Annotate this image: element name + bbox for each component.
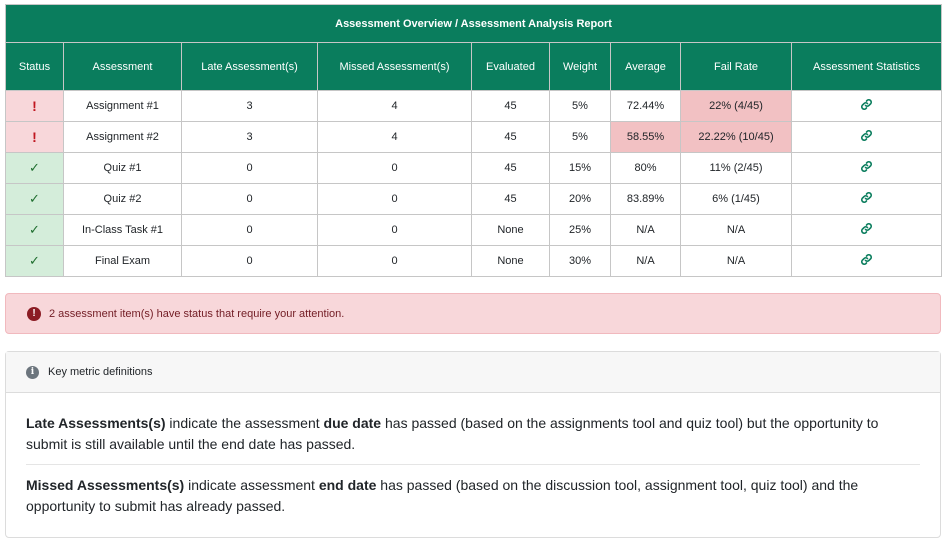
weight-value: 5% [550,91,611,122]
column-header-evaluated: Evaluated [472,43,550,91]
table-row [6,91,942,122]
link-icon[interactable] [860,222,873,235]
weight-value: 25% [550,215,611,246]
exclamation-icon: ! [6,122,64,153]
definition-text: indicate assessment [184,477,319,493]
statistics-cell [792,153,942,184]
missed-count: 0 [318,153,472,184]
definitions-header [6,352,940,393]
fail-rate-value: 22% (4/45) [681,91,792,122]
late-count: 0 [182,246,318,277]
evaluated-count: None [472,246,550,277]
evaluated-count: None [472,215,550,246]
definitions-card [5,351,941,538]
missed-count: 4 [318,122,472,153]
definition-text: has passed (based on the assignments tool and quiz tool) but the opportunity to submit is still available until the end date has passed. [26,415,879,452]
link-icon[interactable] [860,253,873,266]
late-count: 3 [182,122,318,153]
evaluated-count: 45 [472,122,550,153]
average-value: N/A [611,215,681,246]
link-icon[interactable] [860,160,873,173]
late-count: 0 [182,215,318,246]
statistics-cell [792,91,942,122]
column-header-missed: Missed Assessment(s) [318,43,472,91]
definition-text: has passed (based on the discussion tool, assignment tool, quiz tool) and the opportunity to submit has already passed. [26,477,859,514]
assessment-name: In-Class Task #1 [64,215,182,246]
alert-text: 2 assessment item(s) have status that require your attention. [49,307,345,320]
definition-emphasis: end date [318,477,377,493]
column-header-late: Late Assessment(s) [182,43,318,91]
definition-emphasis: due date [323,415,382,431]
assessment-name: Assignment #1 [64,91,182,122]
column-header-assessment: Assessment [64,43,182,91]
check-icon: ✓ [6,184,64,215]
average-value: 83.89% [611,184,681,215]
table-row [6,246,942,277]
column-header-weight: Weight [550,43,611,91]
weight-value: 15% [550,153,611,184]
check-icon: ✓ [6,246,64,277]
late-count: 0 [182,184,318,215]
assessment-name: Final Exam [64,246,182,277]
fail-rate-value: 6% (1/45) [681,184,792,215]
missed-count: 0 [318,184,472,215]
fail-rate-value: 11% (2/45) [681,153,792,184]
info-icon: i [26,366,39,379]
column-header-statistics: Assessment Statistics [792,43,942,91]
link-icon[interactable] [860,98,873,111]
report-title: Assessment Overview / Assessment Analysis Report [6,5,942,43]
missed-count: 4 [318,91,472,122]
column-header-fail-rate: Fail Rate [681,43,792,91]
average-value: 80% [611,153,681,184]
link-icon[interactable] [860,129,873,142]
definition-term: Late Assessments(s) [26,415,166,431]
missed-count: 0 [318,246,472,277]
weight-value: 5% [550,122,611,153]
fail-rate-value: N/A [681,215,792,246]
late-count: 0 [182,153,318,184]
statistics-cell [792,122,942,153]
average-value: N/A [611,246,681,277]
weight-value: 20% [550,184,611,215]
column-header-average: Average [611,43,681,91]
assessment-report-table [5,4,942,277]
check-icon: ✓ [6,153,64,184]
statistics-cell [792,215,942,246]
column-header-status: Status [6,43,64,91]
attention-alert [5,293,941,334]
exclamation-icon: ! [6,91,64,122]
table-row [6,122,942,153]
assessment-name: Quiz #2 [64,184,182,215]
link-icon[interactable] [860,191,873,204]
table-row [6,153,942,184]
evaluated-count: 45 [472,153,550,184]
check-icon: ✓ [6,215,64,246]
statistics-cell [792,246,942,277]
definition-text: indicate the assessment [165,415,324,431]
late-count: 3 [182,91,318,122]
assessment-name: Quiz #1 [64,153,182,184]
definition-late [26,413,920,464]
average-value: 58.55% [611,122,681,153]
definitions-body [6,393,940,526]
definition-missed [26,464,920,526]
fail-rate-value: 22.22% (10/45) [681,122,792,153]
missed-count: 0 [318,215,472,246]
weight-value: 30% [550,246,611,277]
evaluated-count: 45 [472,184,550,215]
fail-rate-value: N/A [681,246,792,277]
definitions-title: Key metric definitions [48,366,153,378]
definition-term: Missed Assessments(s) [26,477,185,493]
assessment-name: Assignment #2 [64,122,182,153]
evaluated-count: 45 [472,91,550,122]
table-row [6,215,942,246]
average-value: 72.44% [611,91,681,122]
table-row [6,184,942,215]
error-circle-icon: ! [27,307,41,321]
statistics-cell [792,184,942,215]
